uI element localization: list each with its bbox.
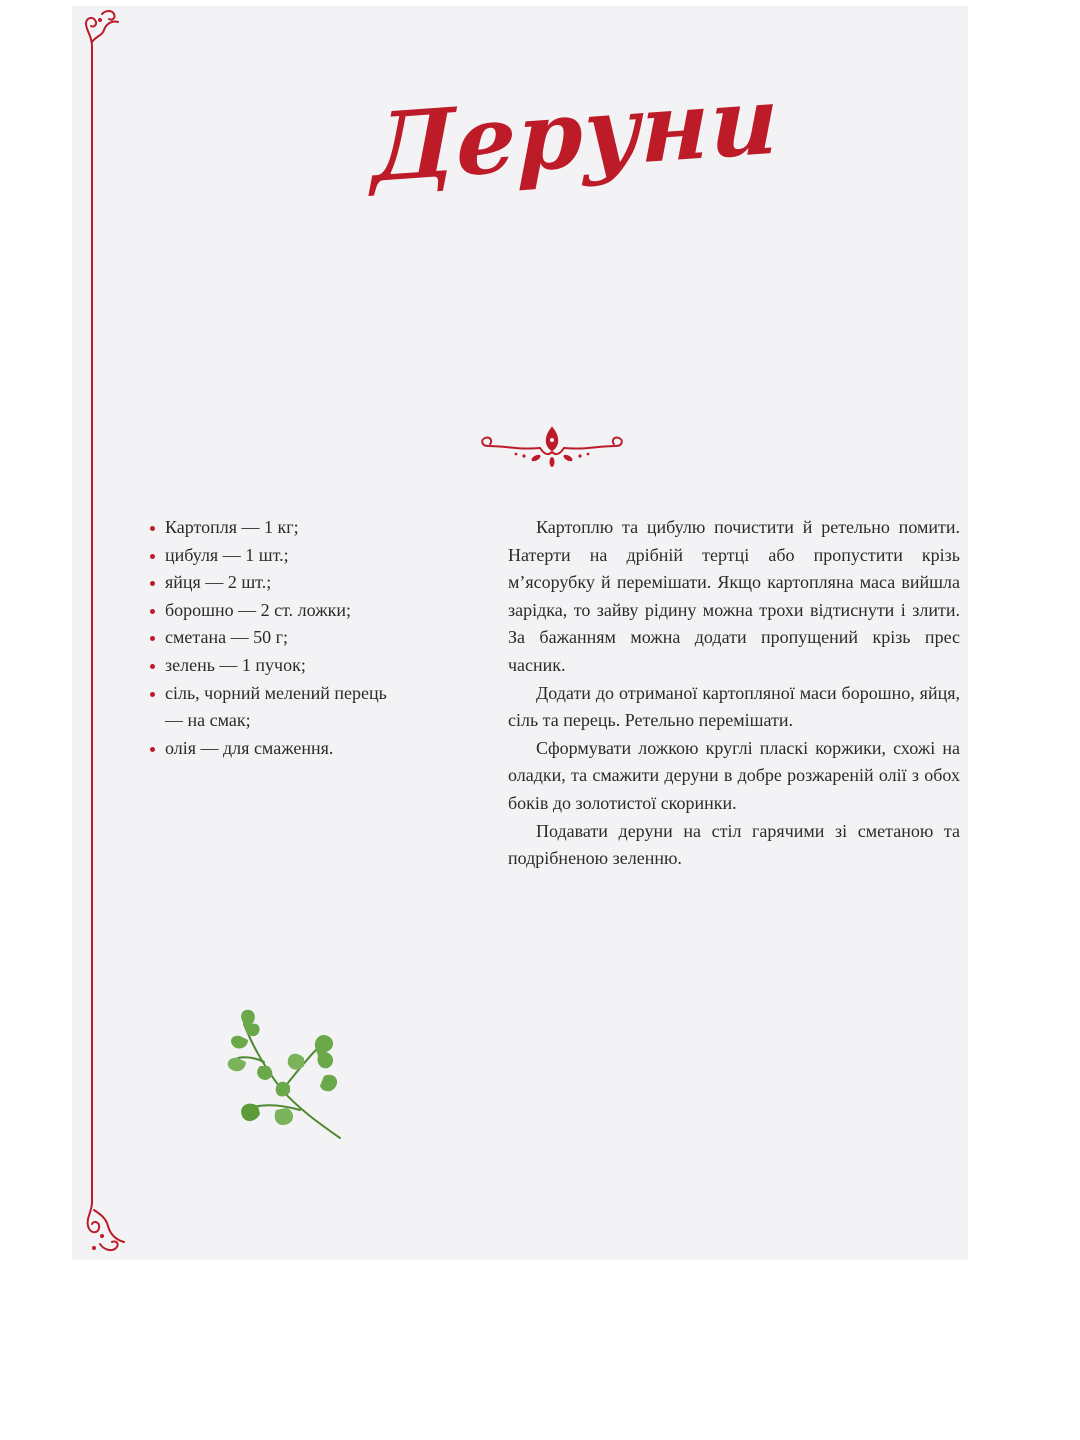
ingredient-text: сметана — 50 г; <box>165 627 288 648</box>
ingredient-item <box>150 569 450 597</box>
swirl-ornament-icon <box>86 11 118 46</box>
ingredient-item <box>150 514 450 542</box>
ingredient-item <box>150 735 450 763</box>
parsley-sprig-icon <box>220 1006 360 1146</box>
folk-ornament-divider-icon <box>478 424 626 470</box>
ingredient-text: сіль, чорний мелений перець — на смак; <box>165 682 387 731</box>
ingredient-item <box>150 652 450 680</box>
ingredient-item <box>150 597 450 625</box>
bullet-icon <box>150 554 155 559</box>
ingredient-item <box>150 624 450 652</box>
bullet-icon <box>150 664 155 669</box>
recipe-page <box>72 6 968 1260</box>
bullet-icon <box>150 526 155 531</box>
method-paragraph: Додати до отриманої картопляної маси борошно, яйця, сіль та перець. Ретельно перемішати. <box>508 682 960 731</box>
ingredient-text: Картопля — 1 кг; <box>165 517 299 537</box>
bullet-icon <box>150 636 155 641</box>
bullet-icon <box>150 609 155 614</box>
method-paragraph: Подавати деруни на стіл гарячими зі сметаною та подрібненою зеленню. <box>508 820 960 869</box>
ingredient-text: борошно — 2 ст. ложки; <box>165 599 352 620</box>
ingredient-text: цибуля — 1 шт.; <box>165 544 289 565</box>
method-paragraph: Сформувати ложкою круглі пласкі коржики, схожі на оладки, та смажити деруни в добре розжареній олії з обох боків до золотистої скоринки. <box>508 737 960 813</box>
ingredient-text: яйця — 2 шт.; <box>165 572 272 593</box>
bullet-icon <box>150 581 155 586</box>
method-text <box>508 514 960 873</box>
ingredients-list <box>150 514 450 762</box>
ingredient-text: зелень — 1 пучок; <box>165 654 306 675</box>
recipe-title: Деруни <box>372 65 780 205</box>
ingredient-item <box>150 680 393 735</box>
ingredient-item <box>150 542 450 570</box>
method-paragraph: Картоплю та цибулю почистити й ретельно помити. Натерти на дрібній тертці або пропустити крізь м’ясорубку й перемішати. Якщо картопляна маса вийшла зарідка, то зайву рідину можна трохи відтиснути і злити. За бажанням можна додати пропущений крізь прес часник. <box>508 517 960 675</box>
bullet-icon <box>150 747 155 752</box>
ingredient-text: олія — для смаження. <box>165 737 334 758</box>
bullet-icon <box>150 692 155 697</box>
page-border-ornament <box>72 6 142 1260</box>
swirl-ornament-icon <box>88 1202 124 1250</box>
